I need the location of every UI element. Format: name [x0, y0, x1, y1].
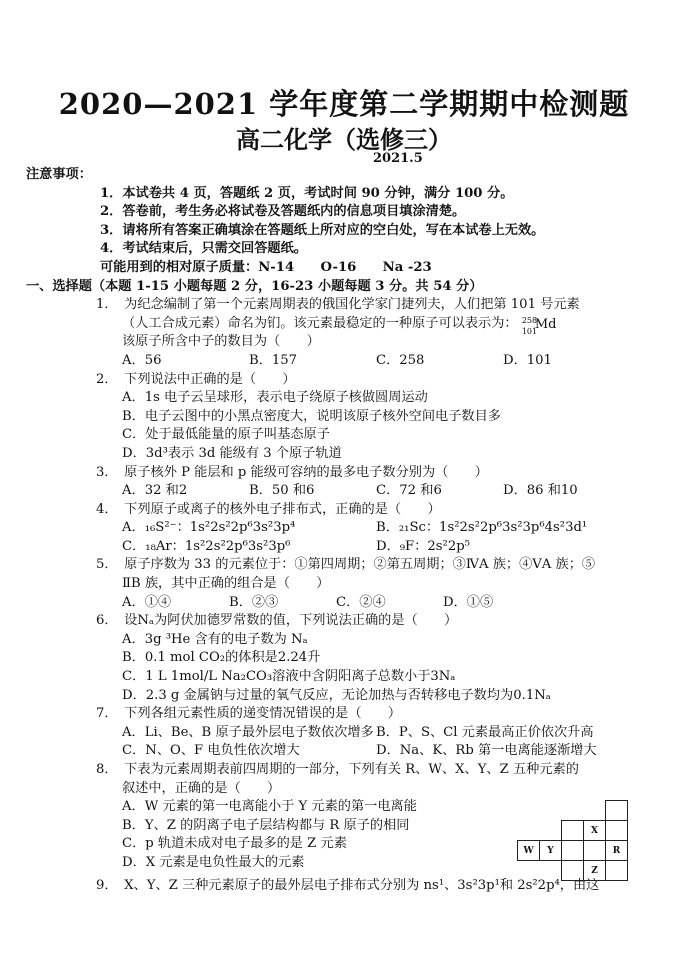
- element-y: Y: [540, 841, 562, 861]
- table-cell: [584, 801, 606, 821]
- option-c: C．72 和6: [376, 483, 442, 499]
- question-7-stem: 7． 下列各组元素性质的递变情况错误的是（ ）: [96, 706, 402, 722]
- mass-number: 258: [521, 315, 538, 325]
- option-a: A．32 和2: [122, 483, 188, 499]
- option-c: C．②④: [336, 594, 386, 610]
- option-b: B．0.1 mol CO₂的体积是2.24升: [122, 650, 321, 666]
- question-3-stem: 3． 原子核外 P 能层和 p 能级可容纳的最多电子数分别为（ ）: [96, 464, 488, 480]
- option-d: D．Na、K、Rb 第一电离能逐渐增大: [376, 743, 597, 759]
- question-4-options: [70, 519, 630, 538]
- table-cell: [562, 801, 584, 821]
- option-c: C．258: [376, 352, 425, 368]
- element-x: X: [584, 821, 606, 841]
- table-cell: [562, 861, 584, 881]
- question-5-line: ⅡB 族，其中正确的组合是（ ）: [122, 576, 330, 592]
- option-a: A．①④: [122, 594, 172, 610]
- option-c: C．N、O、F 电负性依次增大: [122, 743, 300, 759]
- option-b: B．电子云图中的小黑点密度大，说明该原子核外空间电子数目多: [122, 408, 501, 424]
- exam-date: 2021.5: [373, 151, 423, 166]
- option-b: B．50 和6: [249, 483, 315, 499]
- question-1-line: 该原子所含中子的数目为（ ）: [122, 334, 320, 350]
- table-cell: [562, 821, 584, 841]
- table-cell: [606, 801, 628, 821]
- option-a: A．56: [122, 352, 162, 368]
- section-heading: 一、选择题（本题 1-15 小题每题 2 分，16-23 小题每题 3 分。共 54 分）: [26, 278, 483, 294]
- question-7-options: [70, 724, 630, 743]
- option-b: B．157: [249, 352, 298, 368]
- question-9-line: 9． X、Y、Z 三种元素原子的最外层电子排布式分别为 ns¹、3s²3p¹和 2s²2p⁴，由这: [96, 877, 600, 893]
- notice-item: 2．答卷前，考生务必将试卷及答题纸内的信息项目填涂清楚。: [100, 204, 466, 220]
- exam-body: [26, 166, 630, 895]
- question-3-options: [70, 482, 630, 501]
- table-cell: [518, 821, 540, 841]
- option-b: B．₂₁Sc：1s²2s²2p⁶3s²3p⁶4s²3d¹: [376, 520, 588, 536]
- option-d: D．①⑤: [443, 594, 494, 610]
- option-c: C．处于最低能量的原子叫基态原子: [122, 427, 330, 443]
- table-cell: [540, 821, 562, 841]
- notice-item: 3．请将所有答案正确填涂在答题纸上所对应的空白处，写在本试卷上无效。: [100, 222, 545, 238]
- option-d: D．86 和10: [503, 483, 578, 499]
- option-c: C．₁₈Ar：1s²2s²2p⁶3s²3p⁶: [122, 538, 291, 554]
- table-cell: [606, 821, 628, 841]
- option-d: D．2.3 g 金属钠与过量的氧气反应，无论加热与否转移电子数均为0.1Nₐ: [122, 687, 551, 703]
- question-8-line: 8． 下表为元素周期表前四周期的一部分，下列有关 R、W、X、Y、Z 五种元素的: [96, 762, 579, 777]
- element-w: W: [518, 841, 540, 861]
- table-cell: [584, 841, 606, 861]
- element-r: R: [606, 841, 628, 861]
- table-cell: [540, 801, 562, 821]
- periodic-table-fragment: [517, 800, 628, 881]
- element-symbol: Md: [534, 316, 557, 332]
- exam-title: 2020—2021 学年度第二学期期中检测题: [58, 87, 630, 121]
- question-1-line: 1． 为纪念编制了第一个元素周期表的俄国化学家门捷列夫，人们把第 101 号元素: [96, 297, 580, 313]
- table-cell: [606, 861, 628, 881]
- question-7-options: [70, 742, 630, 761]
- question-5-options: [70, 594, 630, 613]
- option-c: C．1 L 1mol/L Na₂CO₃溶液中含阴阳离子总数小于3Nₐ: [122, 669, 456, 685]
- option-b: B．Y、Z 的阴离子电子层结构都与 R 原子的相同: [122, 817, 410, 833]
- option-c: C．p 轨道未成对电子最多的是 Z 元素: [122, 836, 347, 852]
- atomic-masses: 可能用到的相对原子质量：N-14 O-16 Na -23: [100, 259, 432, 275]
- question-5-line: 5． 原子序数为 33 的元素位于：①第四周期；②第五周期；③ⅣA 族；④ⅤA 族；⑤: [96, 557, 596, 573]
- option-a: A．1s 电子云呈球形，表示电子绕原子核做圆周运动: [122, 390, 428, 406]
- option-a: A．W 元素的第一电离能小于 Y 元素的第一电离能: [122, 799, 417, 815]
- notice-item: 4．考试结束后，只需交回答题纸。: [100, 241, 307, 257]
- question-2-stem: 2． 下列说法中正确的是（ ）: [96, 371, 296, 387]
- option-a: A．3g ³He 含有的电子数为 Nₐ: [122, 631, 308, 647]
- question-4-stem: 4． 下列原子或离子的核外电子排布式，正确的是（ ）: [96, 501, 441, 517]
- option-d: D．101: [503, 352, 552, 368]
- table-cell: [562, 841, 584, 861]
- question-4-options: [70, 538, 630, 557]
- exam-subtitle: 高二化学（选修三）: [236, 125, 452, 154]
- question-1-text: （人工合成元素）命名为钔。该元素最稳定的一种原子可以表示为：: [122, 315, 518, 331]
- option-b: B．②③: [229, 594, 279, 610]
- option-d: D．₉F：2s²2p⁵: [376, 538, 470, 554]
- table-cell: [518, 861, 540, 881]
- option-d: D．3d³表示 3d 能级有 3 个原子轨道: [122, 445, 342, 461]
- option-a: A．Li、Be、B 原子最外层电子数依次增多: [122, 724, 374, 740]
- question-1-options: [70, 352, 630, 371]
- table-cell: [518, 801, 540, 821]
- option-b: B．P、S、Cl 元素最高正价依次升高: [376, 724, 594, 740]
- question-6-stem: 6． 设Nₐ为阿伏加德罗常数的值，下列说法正确的是（ ）: [96, 613, 458, 629]
- option-d: D．X 元素是电负性最大的元素: [122, 854, 305, 870]
- nuclide-symbol: [521, 315, 557, 336]
- element-z: Z: [584, 861, 606, 881]
- atomic-number: 101: [521, 326, 538, 336]
- notice-item: 1．本试卷共 4 页，答题纸 2 页，考试时间 90 分钟，满分 100 分。: [100, 185, 514, 201]
- table-cell: [540, 861, 562, 881]
- question-8-line: 叙述中，正确的是（ ）: [122, 780, 281, 796]
- notice-heading: 注意事项：: [26, 167, 92, 182]
- option-a: A．₁₆S²⁻：1s²2s²2p⁶3s²3p⁴: [122, 520, 296, 536]
- question-1-line: [70, 315, 630, 334]
